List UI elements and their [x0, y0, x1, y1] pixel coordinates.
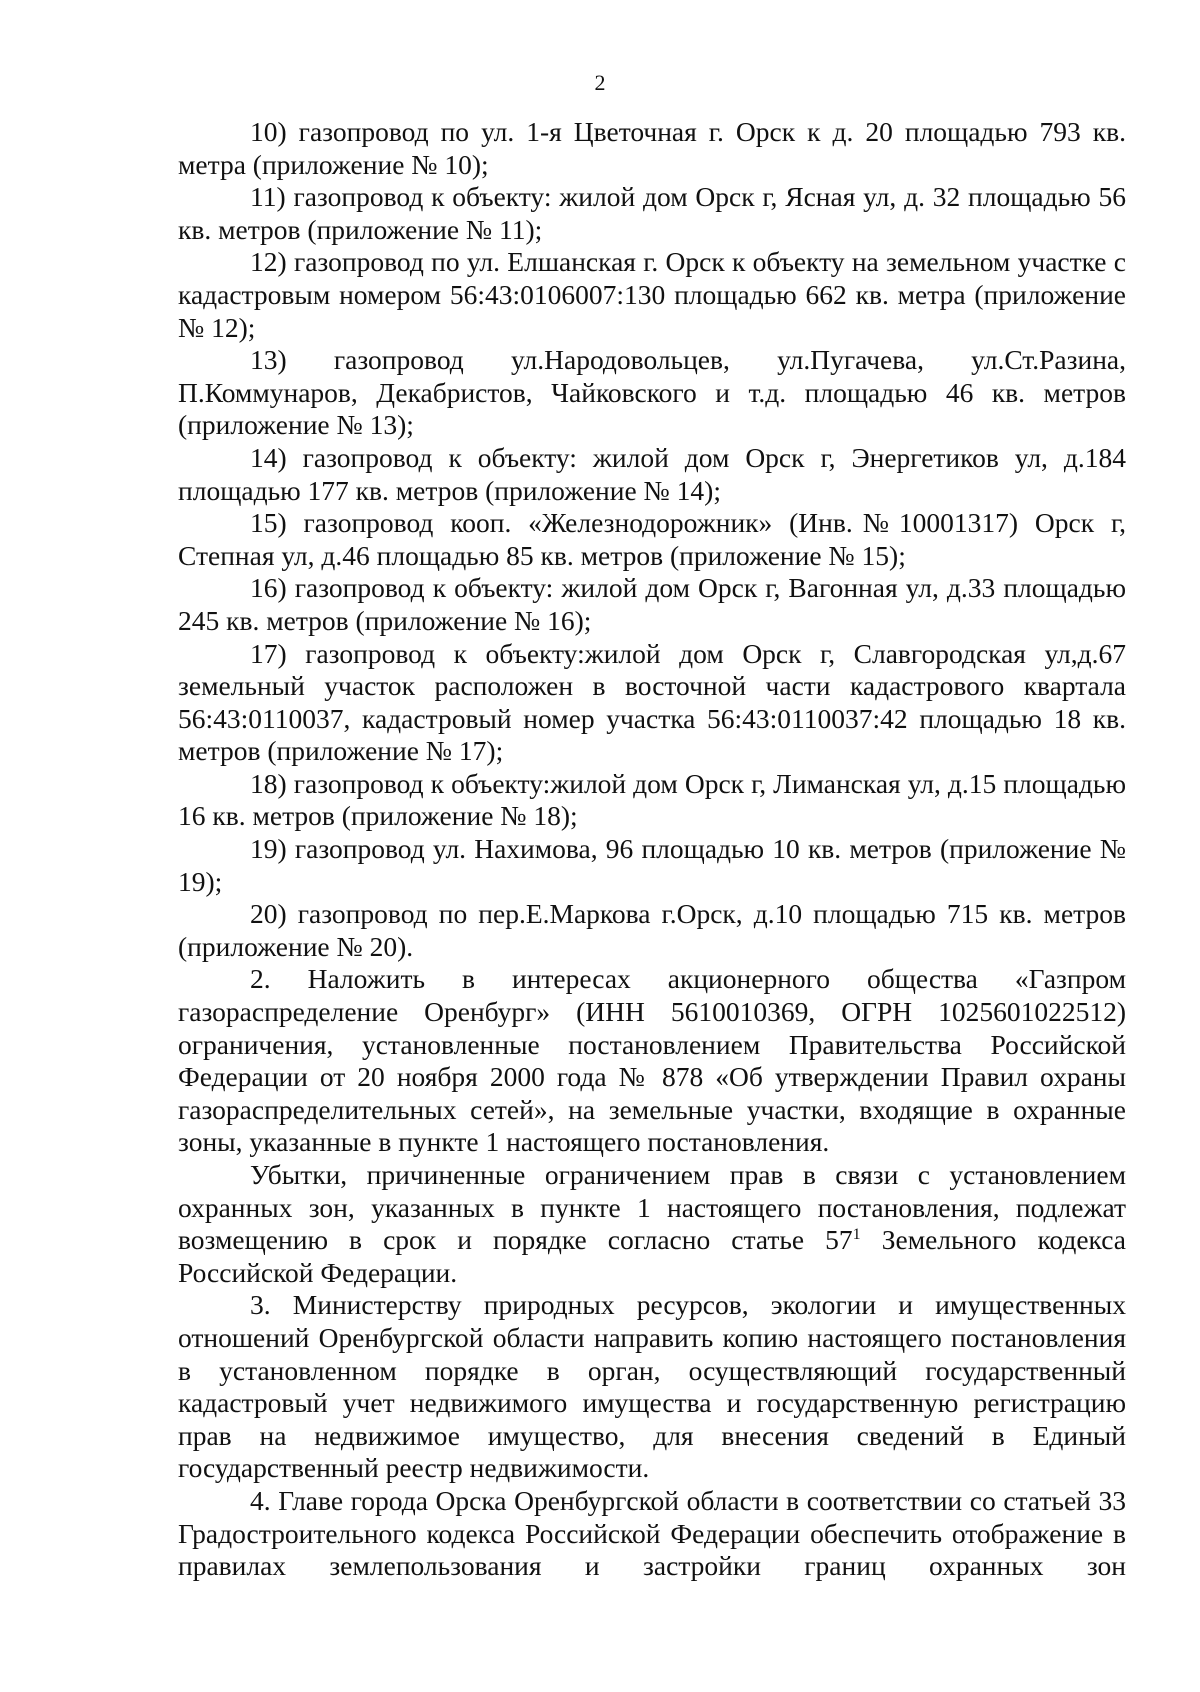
item-10-paragraph: 10) газопровод по ул. 1-я Цветочная г. Орск к д. 20 площадью 793 кв. метра (приложение № 10);: [178, 116, 1126, 180]
item-18-paragraph: 18) газопровод к объекту:жилой дом Орск г, Лиманская ул, д.15 площадью 16 кв. метров (приложение № 18);: [178, 767, 1126, 832]
item-12-paragraph: 12) газопровод по ул. Елшанская г. Орск к объекту на земельном участке с кадастровым номером 56:43:0106007:130 площадью 662 кв. метра (приложение № 12);: [178, 246, 1126, 343]
clause-2-paragraph: 2. Наложить в интересах акционерного общества «Газпром газораспределение Оренбург» (ИНН 5610010369, ОГРН 1025601022512) ограничения, установленные постановлением Правительства Российской Федерации от 20 ноября 2000 года № 878 «Об утверждении Правил охраны газораспределительных сетей», на земельные участки, входящие в охранные зоны, указанные в пункте 1 настоящего постановления.: [178, 963, 1126, 1158]
item-19-paragraph: 19) газопровод ул. Нахимова, 96 площадью 10 кв. метров (приложение № 19);: [178, 833, 1126, 897]
document-body: [178, 116, 1126, 1583]
item-11-paragraph: 11) газопровод к объекту: жилой дом Орск г, Ясная ул, д. 32 площадью 56 кв. метров (приложение № 11);: [178, 181, 1126, 245]
item-16-paragraph: 16) газопровод к объекту: жилой дом Орск г, Вагонная ул, д.33 площадью 245 кв. метров (приложение № 16);: [178, 572, 1126, 636]
losses-text-after: Земельного кодекса Российской Федерации.: [178, 1224, 1126, 1288]
clause-4-paragraph: 4. Главе города Орска Оренбургской области в соответствии со статьей 33 Градостроительного кодекса Российской Федерации обеспечить отображение в правилах землепользования и застройки границ охранных зон: [178, 1484, 1126, 1582]
item-15-paragraph: 15) газопровод кооп. «Железнодорожник» (Инв.№10001317) Орск г, Степная ул, д.46 площадью 85 кв. метров (приложение № 15);: [178, 507, 1126, 571]
losses-paragraph: [178, 1159, 1126, 1289]
page-number: 2: [594, 70, 606, 95]
article-superscript: 1: [852, 1226, 861, 1244]
item-17-paragraph: 17) газопровод к объекту:жилой дом Орск г, Славгородская ул,д.67 земельный участок расположен в восточной части кадастрового квартала 56:43:0110037, кадастровый номер участка 56:43:0110037:42 площадью 18 кв. метров (приложение № 17);: [178, 637, 1126, 767]
item-13-paragraph: 13) газопровод ул.Народовольцев, ул.Пугачева, ул.Ст.Разина, П.Коммунаров, Декабристов, Чайковского и т.д. площадью 46 кв. метров (приложение № 13);: [178, 344, 1126, 441]
clause-3-paragraph: 3. Министерству природных ресурсов, экологии и имущественных отношений Оренбургской области направить копию настоящего постановления в установленном порядке в орган, осуществляющий государственный кадастровый учет недвижимого имущества и государственную регистрацию прав на недвижимое имущество, для внесения сведений в Единый государственный реестр недвижимости.: [178, 1289, 1126, 1484]
item-20-paragraph: 20) газопровод по пер.Е.Маркова г.Орск, д.10 площадью 715 кв. метров (приложение № 20).: [178, 898, 1126, 962]
losses-text-before: Убытки, причиненные ограничением прав в связи с установлением охранных зон, указанных в пункте 1 настоящего постановления, подлежат возмещению в срок и порядке согласно статье 57: [178, 1159, 1126, 1256]
item-14-paragraph: 14) газопровод к объекту: жилой дом Орск г, Энергетиков ул, д.184 площадью 177 кв. метров (приложение № 14);: [178, 441, 1126, 506]
